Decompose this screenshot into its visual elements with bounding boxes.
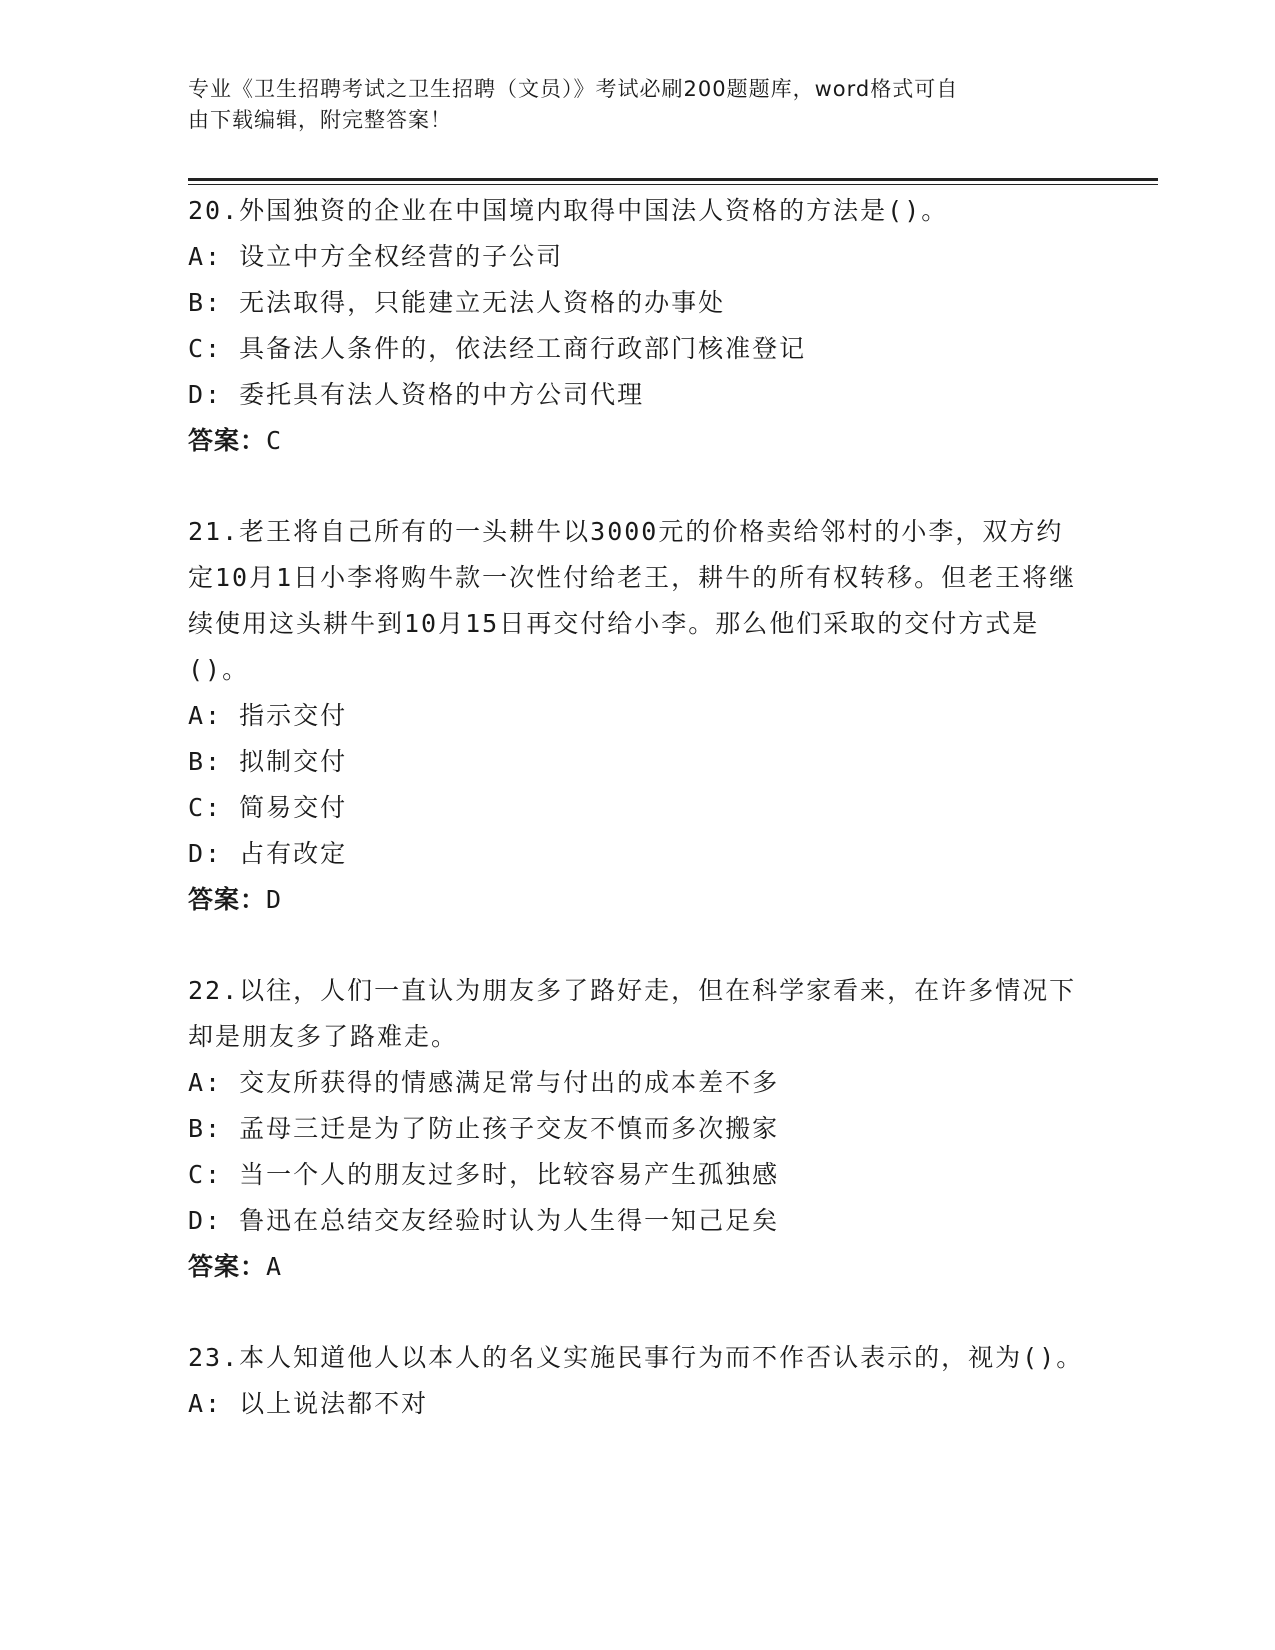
question-23 <box>188 1335 1088 1427</box>
answer-label: 答案： <box>188 426 267 455</box>
answer-line <box>188 1244 1088 1290</box>
question-list <box>188 188 1088 1427</box>
header-divider-thick <box>188 178 1158 181</box>
option-d: D: 委托具有法人资格的中方公司代理 <box>188 380 645 409</box>
question-20 <box>188 188 1088 464</box>
question-21 <box>188 509 1088 923</box>
header-line-2: 由下载编辑，附完整答案！ <box>188 108 452 132</box>
answer-label: 答案： <box>188 1252 267 1281</box>
answer-label: 答案： <box>188 885 267 914</box>
answer-value: C <box>266 426 283 455</box>
question-stem: 23.本人知道他人以本人的名义实施民事行为而不作否认表示的，视为()。 <box>188 1343 1084 1372</box>
answer-value: A <box>266 1252 283 1281</box>
option-b: B: 拟制交付 <box>188 747 348 776</box>
option-a: A: 交友所获得的情感满足常与付出的成本差不多 <box>188 1068 780 1097</box>
header-line-1: 专业《卫生招聘考试之卫生招聘（文员）》考试必刷200题题库，word格式可自 <box>188 77 959 101</box>
question-stem: 22.以往，人们一直认为朋友多了路好走，但在科学家看来，在许多情况下却是朋友多了路难走。 <box>188 976 1077 1051</box>
question-22 <box>188 968 1088 1290</box>
option-d: D: 占有改定 <box>188 839 348 868</box>
option-d: D: 鲁迅在总结交友经验时认为人生得一知己足矣 <box>188 1206 780 1235</box>
option-b: B: 无法取得，只能建立无法人资格的办事处 <box>188 288 726 317</box>
header-divider-thin <box>188 184 1158 185</box>
question-stem: 21.老王将自己所有的一头耕牛以3000元的价格卖给邻村的小李，双方约定10月1日小李将购牛款一次性付给老王，耕牛的所有权转移。但老王将继续使用这头耕牛到10月15日再交付给小李。那么他们采取的交付方式是()。 <box>188 517 1077 684</box>
question-stem: 20.外国独资的企业在中国境内取得中国法人资格的方法是()。 <box>188 196 949 225</box>
option-a: A: 设立中方全权经营的子公司 <box>188 242 564 271</box>
option-c: C: 当一个人的朋友过多时，比较容易产生孤独感 <box>188 1160 780 1189</box>
document-header <box>188 74 1068 136</box>
option-c: C: 具备法人条件的，依法经工商行政部门核准登记 <box>188 334 807 363</box>
answer-value: D <box>266 885 283 914</box>
answer-line <box>188 418 1088 464</box>
answer-line <box>188 877 1088 923</box>
option-b: B: 孟母三迁是为了防止孩子交友不慎而多次搬家 <box>188 1114 780 1143</box>
option-a: A: 以上说法都不对 <box>188 1389 429 1418</box>
option-c: C: 简易交付 <box>188 793 348 822</box>
option-a: A: 指示交付 <box>188 701 348 730</box>
